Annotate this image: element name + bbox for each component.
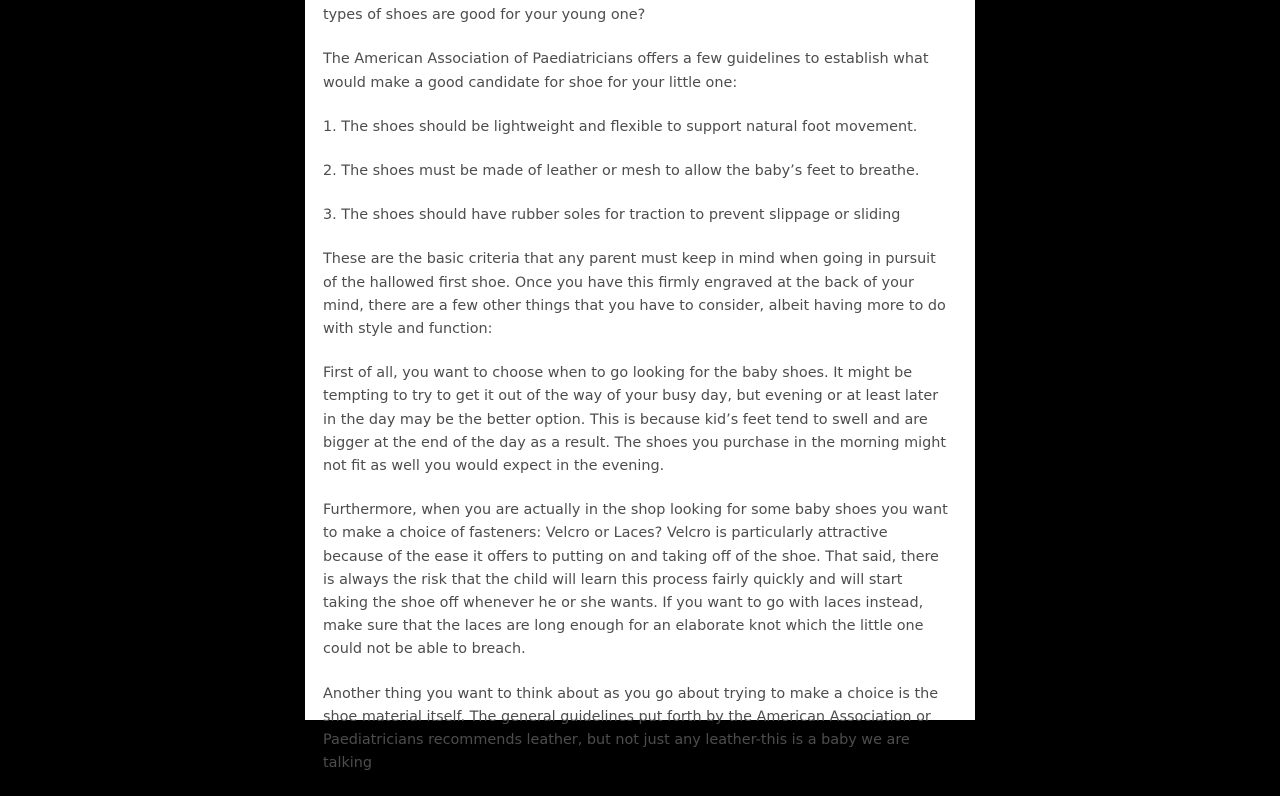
article-paragraph: types of shoes are good for your young one?	[323, 7, 646, 24]
guideline-item-1: 1. The shoes should be lightweight and flexible to support natural foot movement.	[323, 118, 918, 135]
guideline-item-2: 2. The shoes must be made of leather or mesh to allow the baby’s feet to breathe.	[323, 163, 920, 180]
article-paragraph: Furthermore, when you are actually in the shop looking for some baby shoes you want to make a choice of fasteners: Velcro or Laces? Velcro is particularly attractive because of the ease it offers to putting on and taking off of the shoe. That said, there is always the risk that the child will learn this process fairly quickly and will start taking the shoe off whenever he or she wants. If you want to go with laces instead, make sure that the laces are long enough for an elaborate knot which the little one could not be able to breach.	[323, 502, 948, 658]
article-paragraph: Another thing you want to think about as you go about trying to make a choice is the shoe material itself. The general guidelines put forth by the American Association or Paediatricians recommends leather, but not just any leather-this is a baby we are talking	[323, 685, 939, 772]
article-page	[305, 0, 975, 772]
article-paragraph: The American Association of Paediatricians offers a few guidelines to establish what would make a good candidate for shoe for your little one:	[323, 51, 929, 91]
article-paragraph: First of all, you want to choose when to go looking for the baby shoes. It might be tempting to try to get it out of the way of your busy day, but evening or at least later in the day may be the better option. This is because kid’s feet tend to swell and are bigger at the end of the day as a result. The shoes you purchase in the morning might not fit as well you would expect in the evening.	[323, 365, 947, 475]
guideline-item-3: 3. The shoes should have rubber soles for traction to prevent slippage or sliding	[323, 207, 901, 224]
article-body	[323, 0, 948, 796]
article-paragraph: These are the basic criteria that any parent must keep in mind when going in pursuit of the hallowed first shoe. Once you have this firmly engraved at the back of your mind, there are a few other things that you have to consider, albeit having more to do with style and function:	[323, 251, 946, 338]
